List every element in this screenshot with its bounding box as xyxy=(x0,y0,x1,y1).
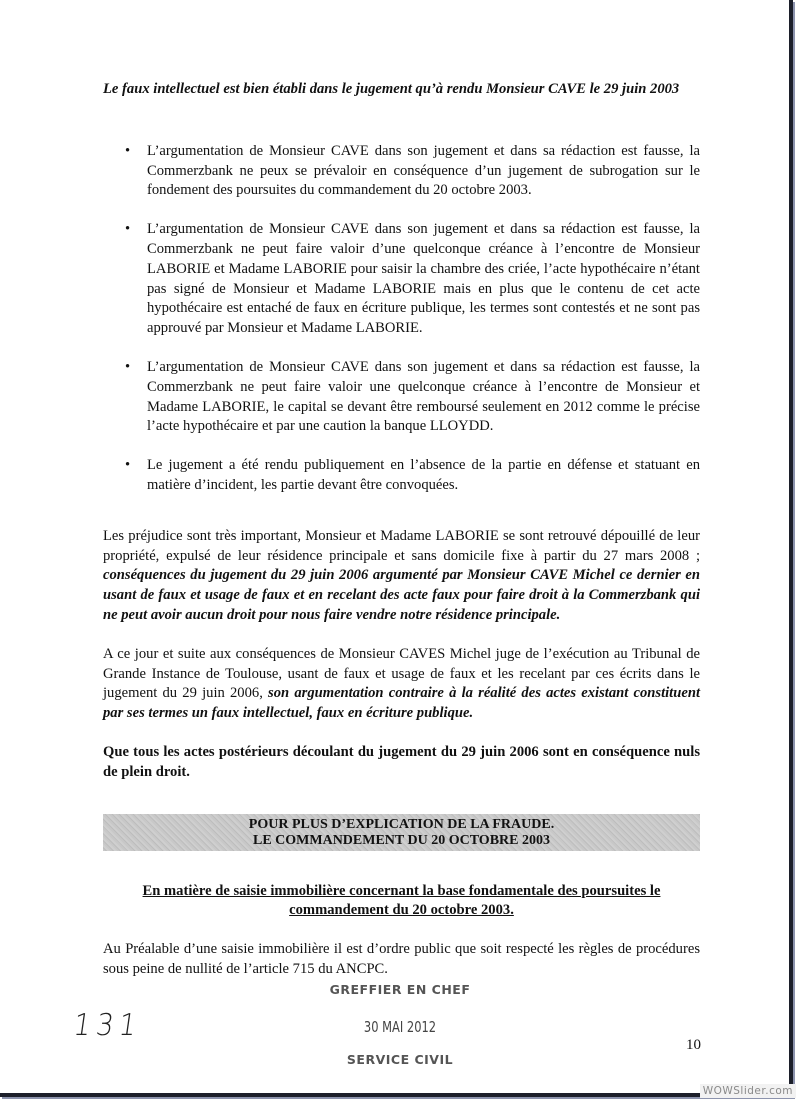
bullet-icon: • xyxy=(125,457,131,474)
handwritten-page-number: 131 xyxy=(71,1008,144,1043)
page-number: 10 xyxy=(686,1037,701,1053)
stamp-date: 30 MAI 2012 xyxy=(363,1018,437,1036)
bullet-icon: • xyxy=(125,142,131,159)
prejudice-emphasis: conséquences du jugement du 29 juin 2006 argumenté par Monsieur CAVE Michel ce dernier en usant de faux et usage de faux et en recelant des acte faux pour faire droit à la Commerzbank qui ne peut avoir aucun droit pour nous faire vendre notre résidence principale. xyxy=(103,567,700,623)
argument-list xyxy=(103,142,700,496)
banner-line-1: POUR PLUS D’EXPLICATION DE LA FRAUDE. xyxy=(248,816,555,832)
prealable-paragraph: Au Préalable d’une saisie immobilière il est d’ordre public que soit respecté les règles de procédures sous peine de nullité de l’article 715 du ANCPC. xyxy=(103,941,700,977)
subheading: En matière de saisie immobilière concernant la base fondamentale des poursuites le commandement du 20 octobre 2003. xyxy=(142,882,661,919)
list-item: • Le jugement a été rendu publiquement en l’absence de la partie en défense et statuant en matière d’incident, les partie devant être convoquées. xyxy=(125,457,700,493)
list-item: • L’argumentation de Monsieur CAVE dans son jugement et dans sa rédaction est fausse, la Commerzbank ne peut faire valoir d’une quelconque créance à l’encontre de Monsieur LABORIE et Madame LABORIE pour saisir la chambre des criée, l’acte hypothécaire n’étant pas signé de Monsieur et Madame LABORIE mais en plus que le contenu de cet acte hypothécaire est entaché de faux en écriture publique, les termes sont contestés et ne sont pas approuvé par Monsieur et Madame LABORIE. xyxy=(125,221,700,337)
prejudice-paragraph: Les préjudice sont très important, Monsieur et Madame LABORIE se sont retrouvé dépouillé de leur propriété, expulsé de leur résidence principale et sans domicile fixe à partir du 27 mars 2008 ; conséquences du jugement du 29 juin 2006 argumenté par Monsieur CAVE Michel ce dernier en usant de faux et usage de faux et en recelant des acte faux pour faire droit à la Commerzbank qui ne peut avoir aucun droit pour nous faire vendre notre résidence principale. xyxy=(103,527,700,623)
list-item: • L’argumentation de Monsieur CAVE dans son jugement et dans sa rédaction est fausse, la Commerzbank ne peut faire valoir une quelconque créance à l’encontre de Monsieur et Madame LABORIE, le capital se devant être remboursé seulement en 2012 comme le précise l’acte hypothécaire et par une caution la banque LLOYDD. xyxy=(125,358,700,435)
list-item: • L’argumentation de Monsieur CAVE dans son jugement et dans sa rédaction est fausse, la Commerzbank ne peux se prévaloir en conséquence d’un jugement de subrogation sur le fondement des poursuites du commandement du 20 octobre 2003. xyxy=(125,142,700,199)
banner-line-2: LE COMMANDEMENT DU 20 OCTOBRE 2003 xyxy=(252,832,550,848)
ce-jour-emphasis: son argumentation contraire à la réalité des actes existant constituent par ses termes un faux intellectuel, faux en écriture publique. xyxy=(103,685,701,722)
stamp-greffier: GREFFIER EN CHEF xyxy=(329,982,471,997)
section-title: Le faux intellectuel est bien établi dans le jugement qu’à rendu Monsieur CAVE le 29 juin 2003 xyxy=(103,81,680,97)
conclusion-paragraph: Que tous les actes postérieurs découlant du jugement du 29 juin 2006 sont en conséquence nuls de plein droit. xyxy=(103,743,700,780)
watermark: WOWSlider.com xyxy=(700,1084,796,1098)
bullet-icon: • xyxy=(125,221,131,238)
document-body xyxy=(103,80,700,980)
stamp-service: SERVICE CIVIL xyxy=(346,1052,454,1067)
section-banner xyxy=(103,814,700,851)
ce-jour-paragraph: A ce jour et suite aux conséquences de Monsieur CAVES Michel juge de l’exécution au Tribunal de Grande Instance de Toulouse, usant de faux et usage de faux et les recelant par ces écrits dans le jugement du 29 juin 2006, son argumentation contraire à la réalité des actes existant constituent par ses termes un faux intellectuel, faux en écriture publique. xyxy=(103,645,701,722)
bullet-icon: • xyxy=(125,358,131,375)
